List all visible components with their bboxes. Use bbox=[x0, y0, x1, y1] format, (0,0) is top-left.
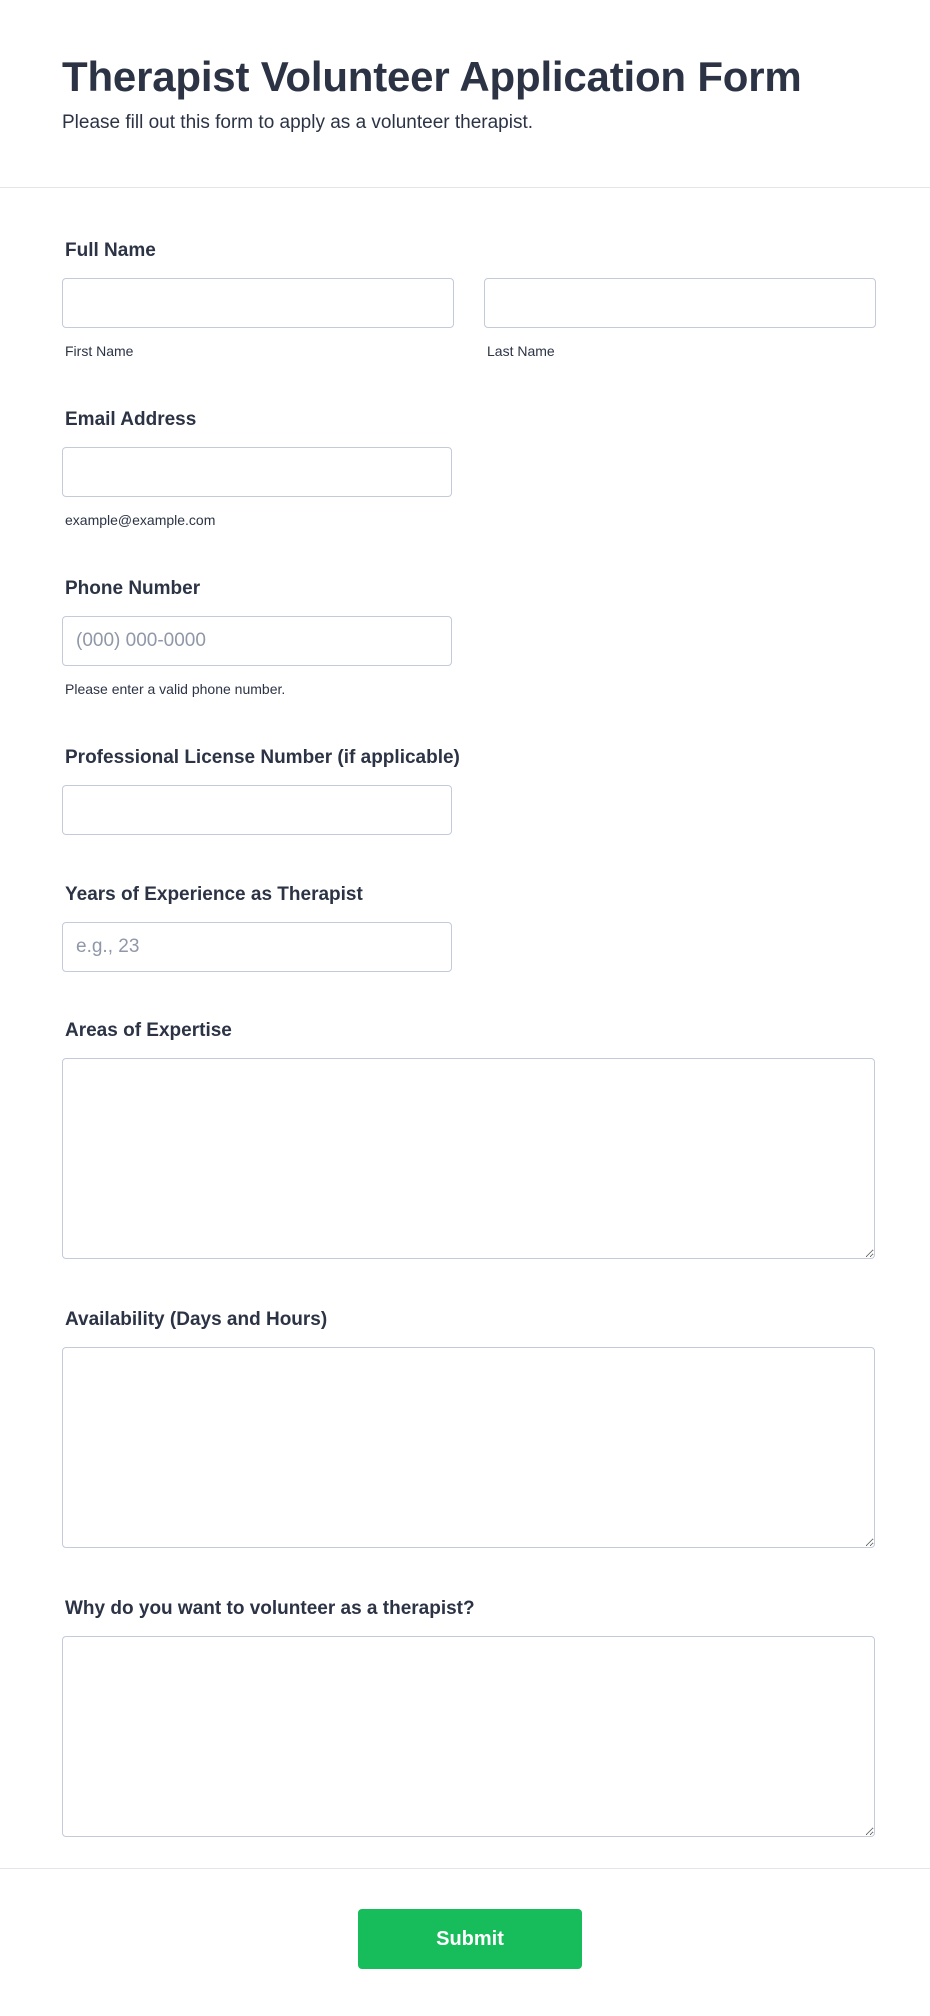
full-name-label: Full Name bbox=[65, 240, 156, 261]
experience-input[interactable] bbox=[62, 922, 452, 972]
form-title: Therapist Volunteer Application Form bbox=[62, 53, 802, 100]
email-sublabel: example@example.com bbox=[65, 512, 216, 528]
phone-sublabel: Please enter a valid phone number. bbox=[65, 681, 286, 697]
phone-field bbox=[62, 576, 452, 698]
email-label: Email Address bbox=[65, 409, 197, 430]
expertise-textarea[interactable] bbox=[62, 1058, 875, 1259]
license-input[interactable] bbox=[62, 785, 452, 835]
last-name-col bbox=[484, 278, 876, 360]
email-input[interactable] bbox=[62, 447, 452, 497]
expertise-field bbox=[62, 1018, 875, 1259]
phone-input[interactable] bbox=[62, 616, 452, 666]
last-name-sublabel: Last Name bbox=[487, 343, 555, 359]
last-name-input[interactable] bbox=[484, 278, 876, 328]
motivation-field bbox=[62, 1596, 875, 1837]
submit-button[interactable]: Submit bbox=[358, 1909, 582, 1969]
full-name-row bbox=[62, 278, 876, 360]
availability-field bbox=[62, 1307, 875, 1548]
form-footer bbox=[0, 1868, 930, 2016]
license-label: Professional License Number (if applicable) bbox=[65, 747, 460, 768]
license-field bbox=[62, 745, 460, 835]
email-field bbox=[62, 407, 452, 529]
first-name-input[interactable] bbox=[62, 278, 454, 328]
motivation-textarea[interactable] bbox=[62, 1636, 875, 1837]
availability-label: Availability (Days and Hours) bbox=[65, 1309, 328, 1330]
form-subtitle: Please fill out this form to apply as a volunteer therapist. bbox=[62, 112, 534, 133]
experience-label: Years of Experience as Therapist bbox=[65, 884, 363, 905]
full-name-field bbox=[62, 238, 876, 360]
form-header bbox=[0, 0, 930, 188]
phone-label: Phone Number bbox=[65, 578, 201, 599]
experience-field bbox=[62, 882, 452, 972]
first-name-sublabel: First Name bbox=[65, 343, 134, 359]
availability-textarea[interactable] bbox=[62, 1347, 875, 1548]
expertise-label: Areas of Expertise bbox=[65, 1020, 232, 1041]
motivation-label: Why do you want to volunteer as a therapist? bbox=[65, 1598, 475, 1619]
first-name-col bbox=[62, 278, 454, 360]
